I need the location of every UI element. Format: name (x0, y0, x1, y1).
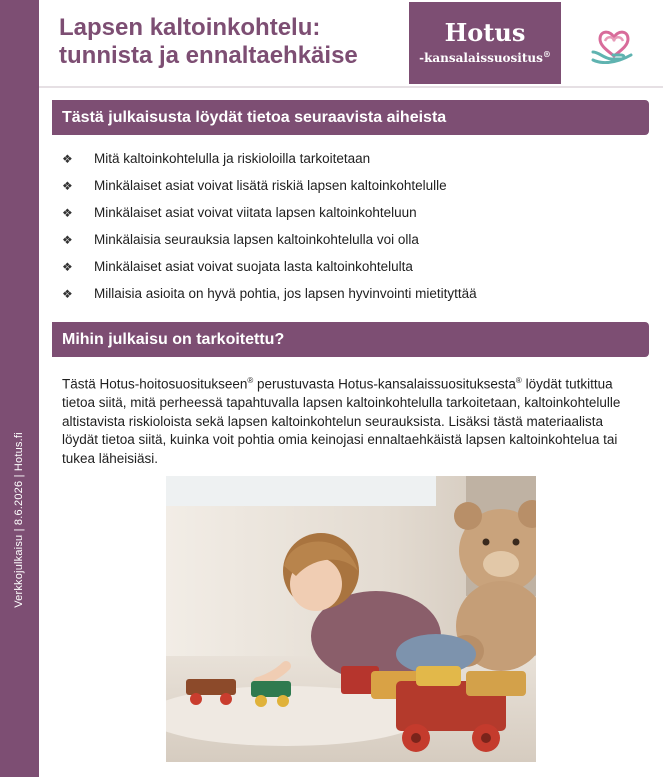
diamond-bullet-icon: ❖ (62, 152, 73, 166)
title-line-1: Lapsen kaltoinkohtelu: (59, 14, 321, 41)
diamond-bullet-icon: ❖ (62, 233, 73, 247)
title-line-2: tunnista ja ennaltaehkäise (59, 42, 358, 69)
child-playing-photo (166, 476, 536, 762)
purpose-paragraph: Tästä Hotus-hoitosuositukseen® perustuvasta Hotus-kansalaissuosituksesta® löydät tutkittua tietoa siitä, mitä perheessä tapahtuvalla lapsen kaltoinkohtelulla tarkoitetaan, kaltoinkohtelulle altistavista riskioloista sekä lapsen kaltoinkohtelun seurauksista. Lisäksi tästä materiaalista löydät tietoa siitä, kuinka voit pohtia omia keinojasi ennaltaehkäistä lapsen kaltoinkohtelua tai tukea läheisiäsi. (62, 376, 621, 466)
list-item: ❖ Minkälaisia seurauksia lapsen kaltoinkohtelulla voi olla (62, 232, 419, 247)
diamond-bullet-icon: ❖ (62, 206, 73, 220)
list-item: ❖ Mitä kaltoinkohtelulla ja riskioloilla tarkoitetaan (62, 151, 371, 166)
header (39, 0, 663, 88)
topics-heading: Tästä julkaisusta löydät tietoa seuraavista aiheista (52, 100, 649, 135)
list-item: ❖ Minkälaiset asiat voivat lisätä riskiä lapsen kaltoinkohtelulle (62, 178, 447, 193)
page-title (59, 14, 358, 70)
brand-subtitle: -kansalaissuositus® (419, 49, 551, 65)
list-item: ❖ Minkälaiset asiat voivat viitata lapsen kaltoinkohteluun (62, 205, 417, 220)
publication-info: Verkkojulkaisu | 8.6.2026 | Hotus.fi (13, 432, 25, 608)
purpose-heading: Mihin julkaisu on tarkoitettu? (52, 322, 649, 357)
topics-list (62, 150, 642, 312)
heart-hand-icon (591, 22, 637, 64)
list-item: ❖ Millaisia asioita on hyvä pohtia, jos lapsen hyvinvointi mietityttää (62, 286, 477, 301)
hotus-brand-logo[interactable] (409, 2, 561, 84)
diamond-bullet-icon: ❖ (62, 260, 73, 274)
sidebar-stripe (0, 0, 39, 777)
diamond-bullet-icon: ❖ (62, 179, 73, 193)
brand-name: Hotus (444, 18, 526, 47)
list-item: ❖ Minkälaiset asiat voivat suojata lasta kaltoinkohtelulta (62, 259, 413, 274)
diamond-bullet-icon: ❖ (62, 287, 73, 301)
